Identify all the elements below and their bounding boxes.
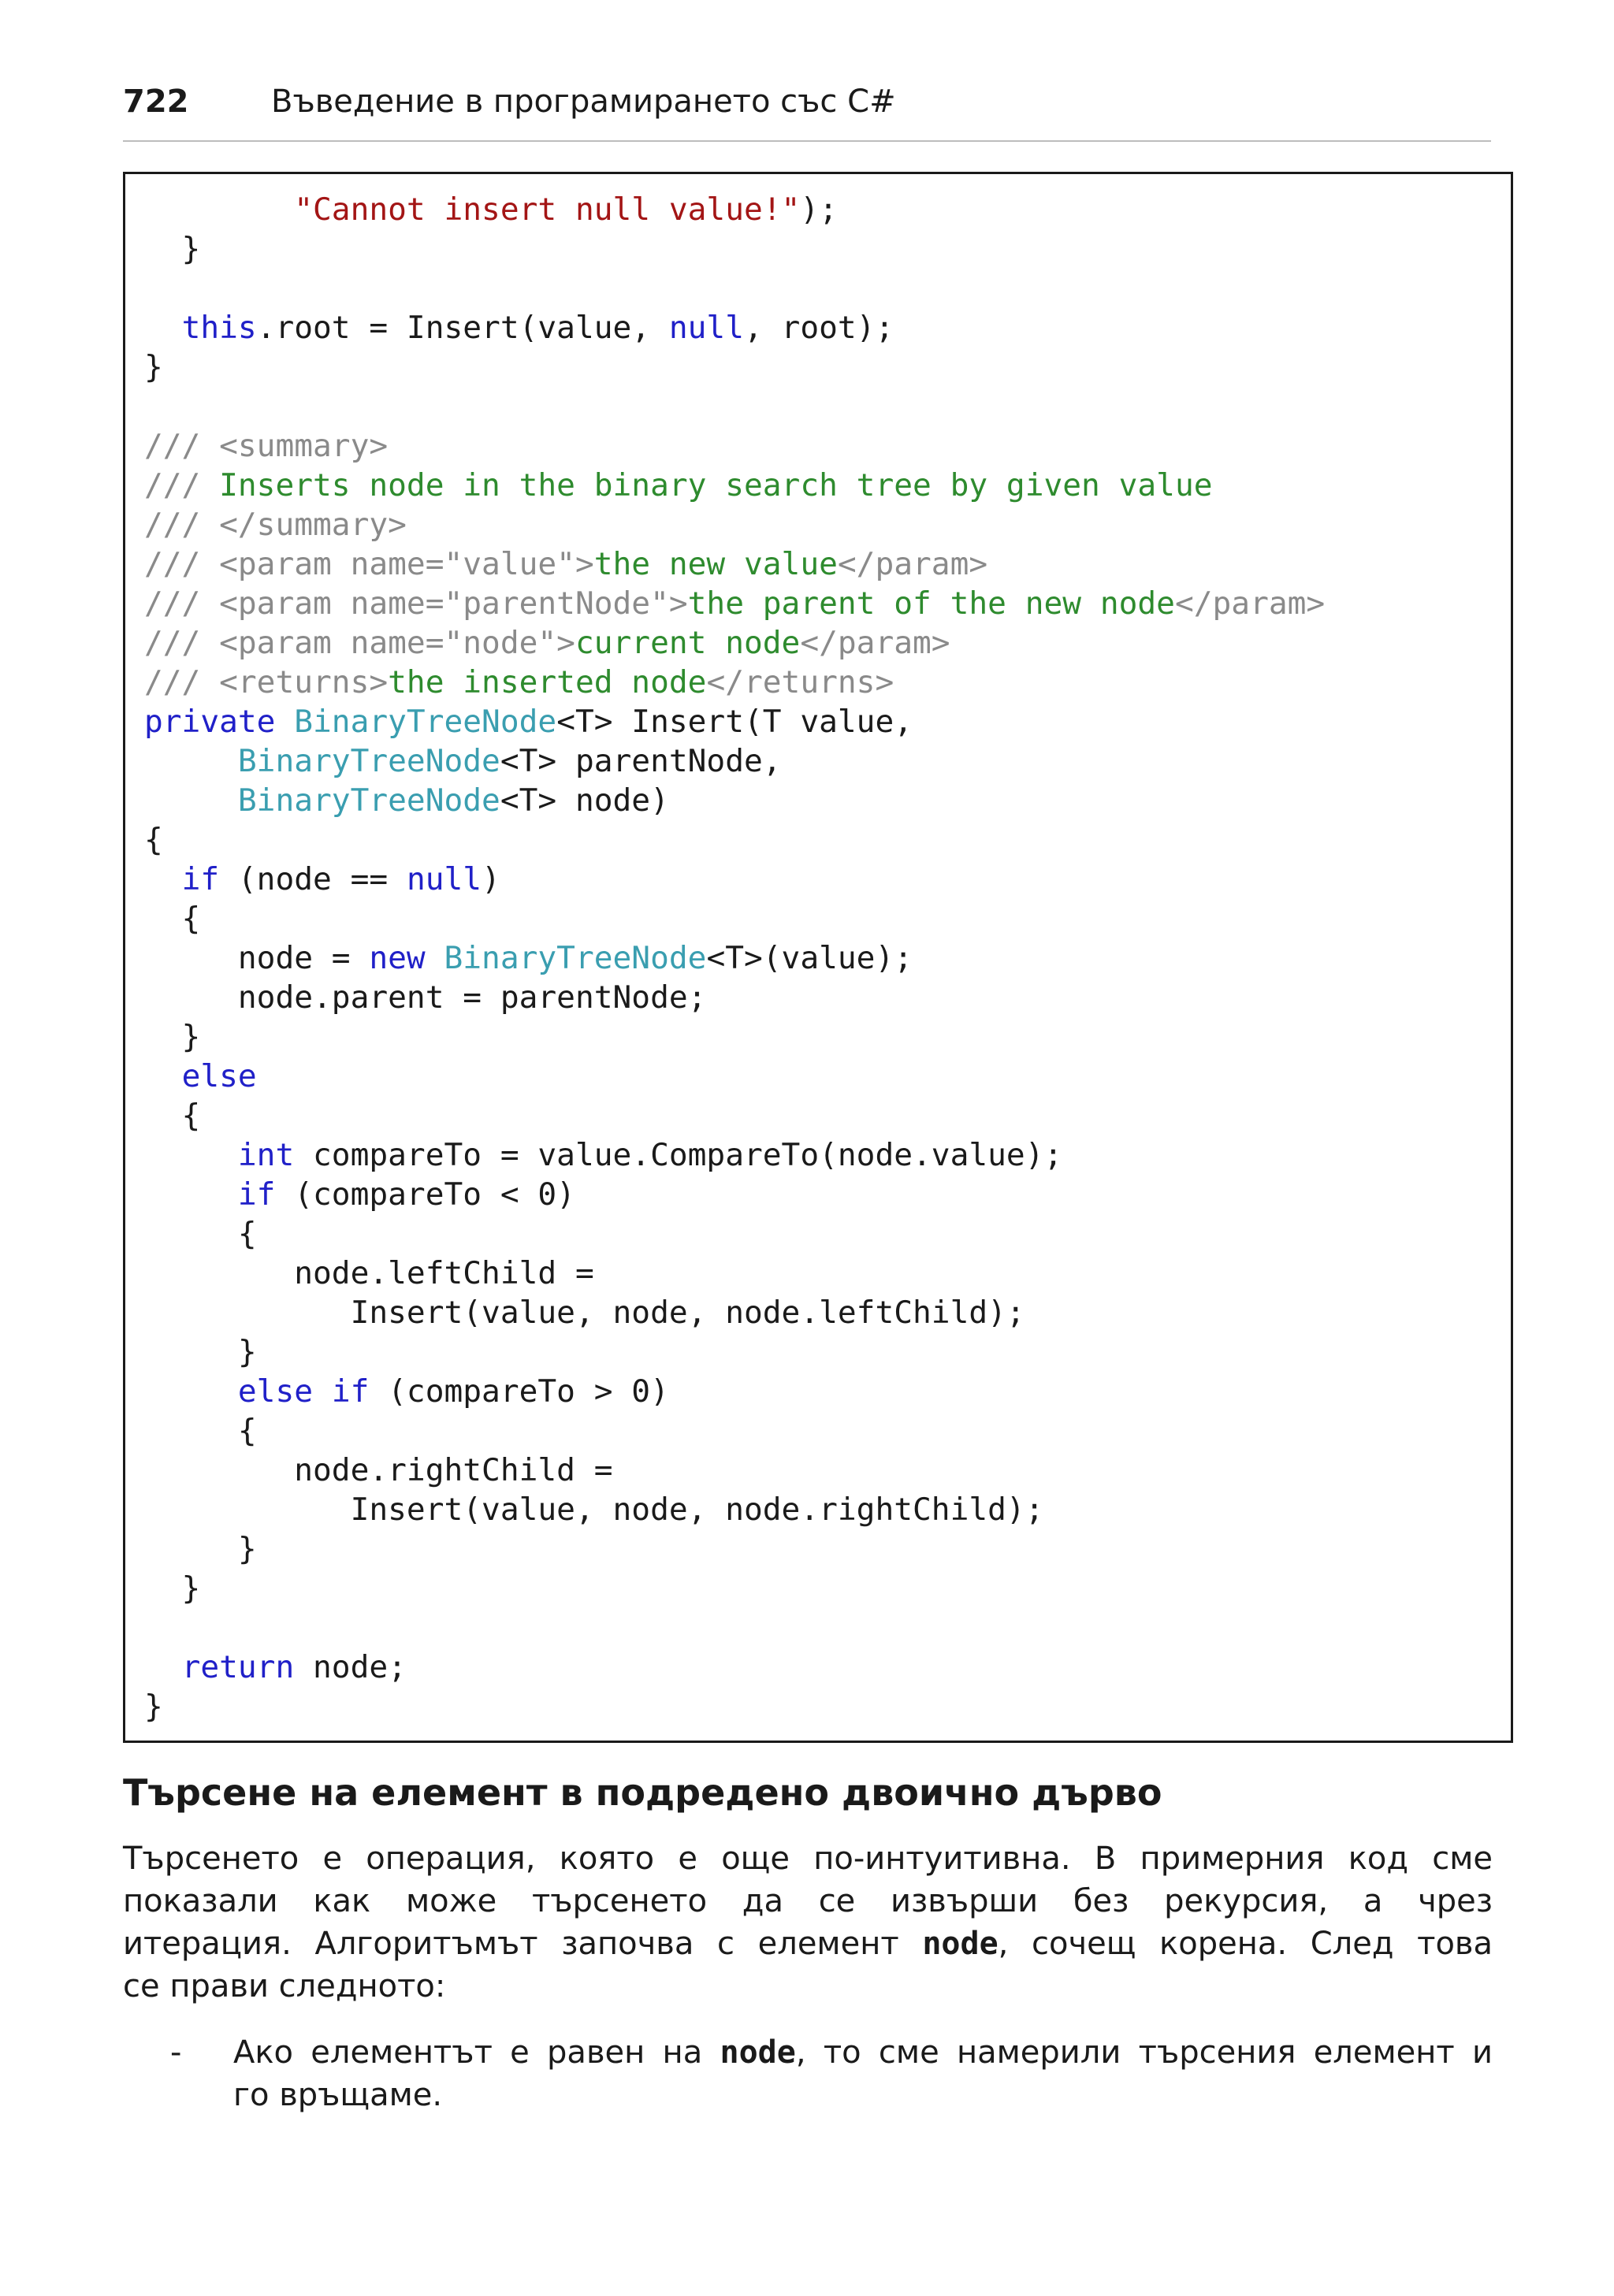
code-line <box>144 1648 1325 1687</box>
paragraph-text: , сочещ корена. След това <box>998 1926 1493 1962</box>
code-token: the inserted node <box>388 664 707 700</box>
code-token: } <box>144 1531 257 1567</box>
code-block <box>144 190 1325 1726</box>
code-line <box>144 1135 1325 1175</box>
code-token: /// <box>144 467 220 503</box>
code-token: node.leftChild = <box>144 1255 594 1291</box>
code-line <box>144 741 1325 781</box>
code-line <box>144 426 1325 466</box>
code-token: </returns> <box>706 664 894 700</box>
code-line <box>144 308 1325 347</box>
code-line <box>144 1057 1325 1096</box>
code-line <box>144 387 1325 426</box>
code-line <box>144 229 1325 269</box>
code-token: node.rightChild = <box>144 1452 613 1488</box>
code-token: BinaryTreeNode <box>237 743 500 779</box>
code-line <box>144 544 1325 584</box>
code-line <box>144 899 1325 938</box>
code-token: (compareTo < 0) <box>275 1176 575 1213</box>
code-token: { <box>144 1098 201 1134</box>
code-line <box>144 1451 1325 1490</box>
code-line <box>144 1411 1325 1451</box>
code-token: "Cannot insert null value!" <box>294 191 801 228</box>
bullet-text-part: , то сме намерили търсения елемент и <box>795 2034 1493 2071</box>
code-token: } <box>144 349 163 385</box>
code-token: <T>(value); <box>706 940 913 976</box>
paragraph-line: показали как може търсенето да се извърши без рекурсия, а чрез <box>123 1883 1493 1919</box>
code-token: int <box>237 1137 295 1173</box>
book-title: Въведение в програмирането със C# <box>271 84 896 120</box>
code-token <box>144 310 182 346</box>
code-token: the parent of the new node <box>687 585 1175 622</box>
code-token: ) <box>482 861 500 897</box>
code-line <box>144 1687 1325 1726</box>
code-token <box>144 861 182 897</box>
code-token: BinaryTreeNode <box>294 704 557 740</box>
code-token: null <box>406 861 482 897</box>
code-token <box>144 782 238 819</box>
code-token: BinaryTreeNode <box>237 782 500 819</box>
code-token: .root = Insert(value, <box>256 310 669 346</box>
code-line <box>144 663 1325 702</box>
code-token: current node <box>575 625 801 661</box>
code-token: Insert(value, node, node.leftChild); <box>144 1295 1025 1331</box>
paragraph-text: итерация. Алгоритъмът започва с елемент <box>123 1926 923 1962</box>
code-token: ); <box>800 191 838 228</box>
paragraph-line <box>123 1923 1493 1965</box>
inline-code: node <box>922 1926 999 1962</box>
code-token: (compareTo > 0) <box>369 1373 669 1410</box>
code-line <box>144 938 1325 978</box>
code-token: } <box>144 1019 201 1055</box>
bullet-text-part: Ако елементът е равен на <box>233 2034 720 2071</box>
code-token: </param> <box>800 625 950 661</box>
code-token: /// <param name="value"> <box>144 546 594 582</box>
code-token: if <box>181 861 220 897</box>
page-header <box>123 79 1491 142</box>
code-token: if <box>331 1373 370 1410</box>
code-token <box>144 191 294 228</box>
code-token: the new value <box>593 546 838 582</box>
code-line <box>144 1608 1325 1648</box>
code-token: else <box>181 1058 257 1094</box>
code-line <box>144 1490 1325 1529</box>
code-token: else <box>237 1373 314 1410</box>
code-token: new <box>369 940 426 976</box>
code-token: node = <box>144 940 370 976</box>
code-token: { <box>144 822 163 858</box>
code-token: { <box>144 901 201 937</box>
code-token: } <box>144 231 201 267</box>
code-token: /// <summary> <box>144 428 389 464</box>
paragraph-line: Търсенето е операция, която е още по-интуитивна. В примерния код сме <box>123 1841 1493 1877</box>
code-token: <T> node) <box>500 782 669 819</box>
code-line <box>144 1372 1325 1411</box>
code-line <box>144 347 1325 387</box>
code-token: } <box>144 1334 257 1370</box>
code-line <box>144 505 1325 544</box>
code-token: Inserts node in the binary search tree by given value <box>219 467 1213 503</box>
code-token: compareTo = value.CompareTo(node.value); <box>294 1137 1063 1173</box>
code-token <box>313 1373 332 1410</box>
code-token: { <box>144 1216 257 1252</box>
bullet-text <box>233 2031 1493 2116</box>
code-token: node; <box>294 1649 407 1685</box>
code-line <box>144 1293 1325 1332</box>
code-token <box>144 1176 238 1213</box>
bullet-line: го връщаме. <box>233 2077 443 2113</box>
code-token: /// </summary> <box>144 507 407 543</box>
code-token <box>144 1649 182 1685</box>
code-line <box>144 466 1325 505</box>
page-number: 722 <box>123 84 189 120</box>
paragraph-line: се прави следното: <box>123 1968 446 2004</box>
code-token <box>144 1137 238 1173</box>
code-token: (node == <box>219 861 407 897</box>
code-line <box>144 1254 1325 1293</box>
code-token: <T> Insert(T value, <box>556 704 913 740</box>
code-line <box>144 1529 1325 1569</box>
inline-code: node <box>720 2034 796 2071</box>
code-line <box>144 1569 1325 1608</box>
code-line <box>144 269 1325 308</box>
code-token: /// <param name="node"> <box>144 625 575 661</box>
code-line <box>144 1332 1325 1372</box>
code-token: null <box>668 310 744 346</box>
code-line <box>144 860 1325 899</box>
code-token <box>144 743 238 779</box>
code-token: Insert(value, node, node.rightChild); <box>144 1492 1044 1528</box>
code-line <box>144 190 1325 229</box>
code-token <box>144 1058 182 1094</box>
code-token: </param> <box>837 546 988 582</box>
code-listing <box>123 172 1513 1743</box>
code-line <box>144 623 1325 663</box>
code-token: return <box>181 1649 295 1685</box>
code-line <box>144 702 1325 741</box>
code-token <box>144 1373 238 1410</box>
code-token: BinaryTreeNode <box>444 940 707 976</box>
code-token: private <box>144 704 276 740</box>
code-line <box>144 781 1325 820</box>
code-token: /// <param name="parentNode"> <box>144 585 688 622</box>
code-token: } <box>144 1689 163 1725</box>
code-token: this <box>181 310 257 346</box>
code-token <box>275 704 294 740</box>
code-token: <T> parentNode, <box>500 743 782 779</box>
code-token: , root); <box>744 310 894 346</box>
code-line <box>144 1214 1325 1254</box>
code-token: </param> <box>1174 585 1326 622</box>
bullet-marker: - <box>170 2034 182 2071</box>
body-paragraph <box>123 1837 1493 2008</box>
code-token: { <box>144 1413 257 1449</box>
code-line <box>144 584 1325 623</box>
code-line <box>144 1017 1325 1057</box>
code-line <box>144 1175 1325 1214</box>
code-line <box>144 978 1325 1017</box>
code-line <box>144 1096 1325 1135</box>
code-token <box>426 940 444 976</box>
code-token: } <box>144 1570 201 1607</box>
code-line <box>144 820 1325 860</box>
code-token: if <box>237 1176 276 1213</box>
code-token: node.parent = parentNode; <box>144 979 707 1016</box>
section-heading: Търсене на елемент в подредено двоично дърво <box>123 1771 1162 1814</box>
code-token: /// <returns> <box>144 664 389 700</box>
bullet-line <box>233 2031 1493 2074</box>
